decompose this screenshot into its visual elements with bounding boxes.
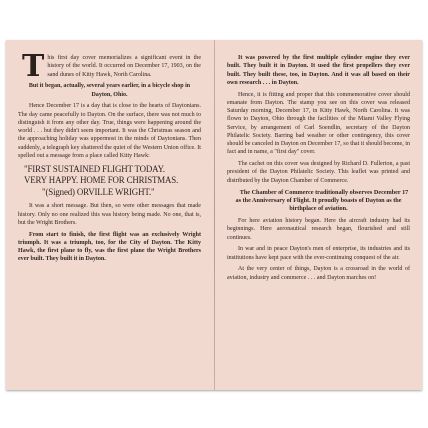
short-message-paragraph: It was a short message. But then, so were other messages that made history. Only no one realized this was history being made. No one, that is, but the Wright Brothers. <box>18 203 201 226</box>
telegram-line-1: "FIRST SUSTAINED FLIGHT TODAY. <box>24 163 165 174</box>
chamber-note: The Chamber of Commerce traditionally observes December 17 as the Anniversary of Flight. It proudly boasts of Dayton as the birthplace of aviation. <box>235 188 409 213</box>
leaflet-sheet <box>6 40 422 390</box>
crossroad-paragraph: At the very center of things, Dayton is a crossroad in the world of aviation, industry and commerce . . . and Dayton marches on! <box>227 266 410 281</box>
center-fold <box>214 40 215 390</box>
began-note: But it began, actually, several years earlier, in a bicycle shop in Dayton, Ohio. <box>28 83 191 98</box>
left-page <box>18 49 201 267</box>
telegram-line-2: VERY HAPPY. HOME FOR CHRISTMAS. <box>24 175 179 186</box>
intro-paragraph: This first day cover memorializes a significant event in the history of the world. It occurred on December 17, 1903, on the sand dunes of Kitty Hawk, North Carolina. <box>22 49 201 84</box>
start-finish-paragraph: From start to finish, the first flight was an exclusively Wright triumph. It was a triumph, too, for the City of Dayton. The Kitty Hawk, the first plane to fly, was the first plane the Wright Brothers ever built. They built it in Dayton. <box>18 231 201 263</box>
aviation-history-paragraph: For here aviation history began. Here the aircraft industry had its beginnings. Here aeronautical research began, flourished and still continues. <box>227 218 410 241</box>
right-page <box>227 54 410 286</box>
hence-paragraph: Hence, it is fitting and proper that this commemorative cover should emanate from Dayton. The stamp you see on this cover was released Saturday morning, December 17, in Kitty Hawk, North Carolina. It was flown to Dayton, Ohio through the facilities of the Miami Valley Flying Service, by arrangement of Carl Soendlin, secretary of the Dayton Philatelic Society. Barring bad weather or other contingency, this cover should be canceled in Dayton on December 17, so that it should become, in fact and in name, a "first day" cover. <box>227 91 410 156</box>
december-17-paragraph: Hence December 17 is a day that is close to the hearts of Daytonians. The day came peacefully to Dayton. On the surface, there was not much to distinguish it from any other day. True, things were happening around the world . . . but they didn't seem important. It was the Christmas season and the approaching holiday was uppermost in the minds of Daytonians. Then suddenly, a telegraph key shattered the quiet of the Western Union office. It spelled out a message from a place called Kitty Hawk: <box>18 103 201 159</box>
war-peace-paragraph: In war and in peace Dayton's men of enterprise, its industries and its institutions have kept pace with the ever-continuing conquest of the air. <box>227 246 410 261</box>
powered-paragraph: It was powered by the first multiple cylinder engine they ever built. They built it in Dayton. It used the first propellers they ever built. They built these, too, in Dayton. And it was all based on their own research . . . in Dayton. <box>227 55 410 86</box>
telegram-signature: "(Signed) ORVILLE WRIGHT." <box>42 186 155 197</box>
drop-cap: T <box>22 49 45 84</box>
cachet-paragraph: The cachet on this cover was designed by Richard D. Fullerton, a past president of the Dayton Philatelic Society. This leaflet was printed and distributed by the Dayton Chamber of Commerce. <box>227 161 410 184</box>
telegram <box>24 164 201 199</box>
